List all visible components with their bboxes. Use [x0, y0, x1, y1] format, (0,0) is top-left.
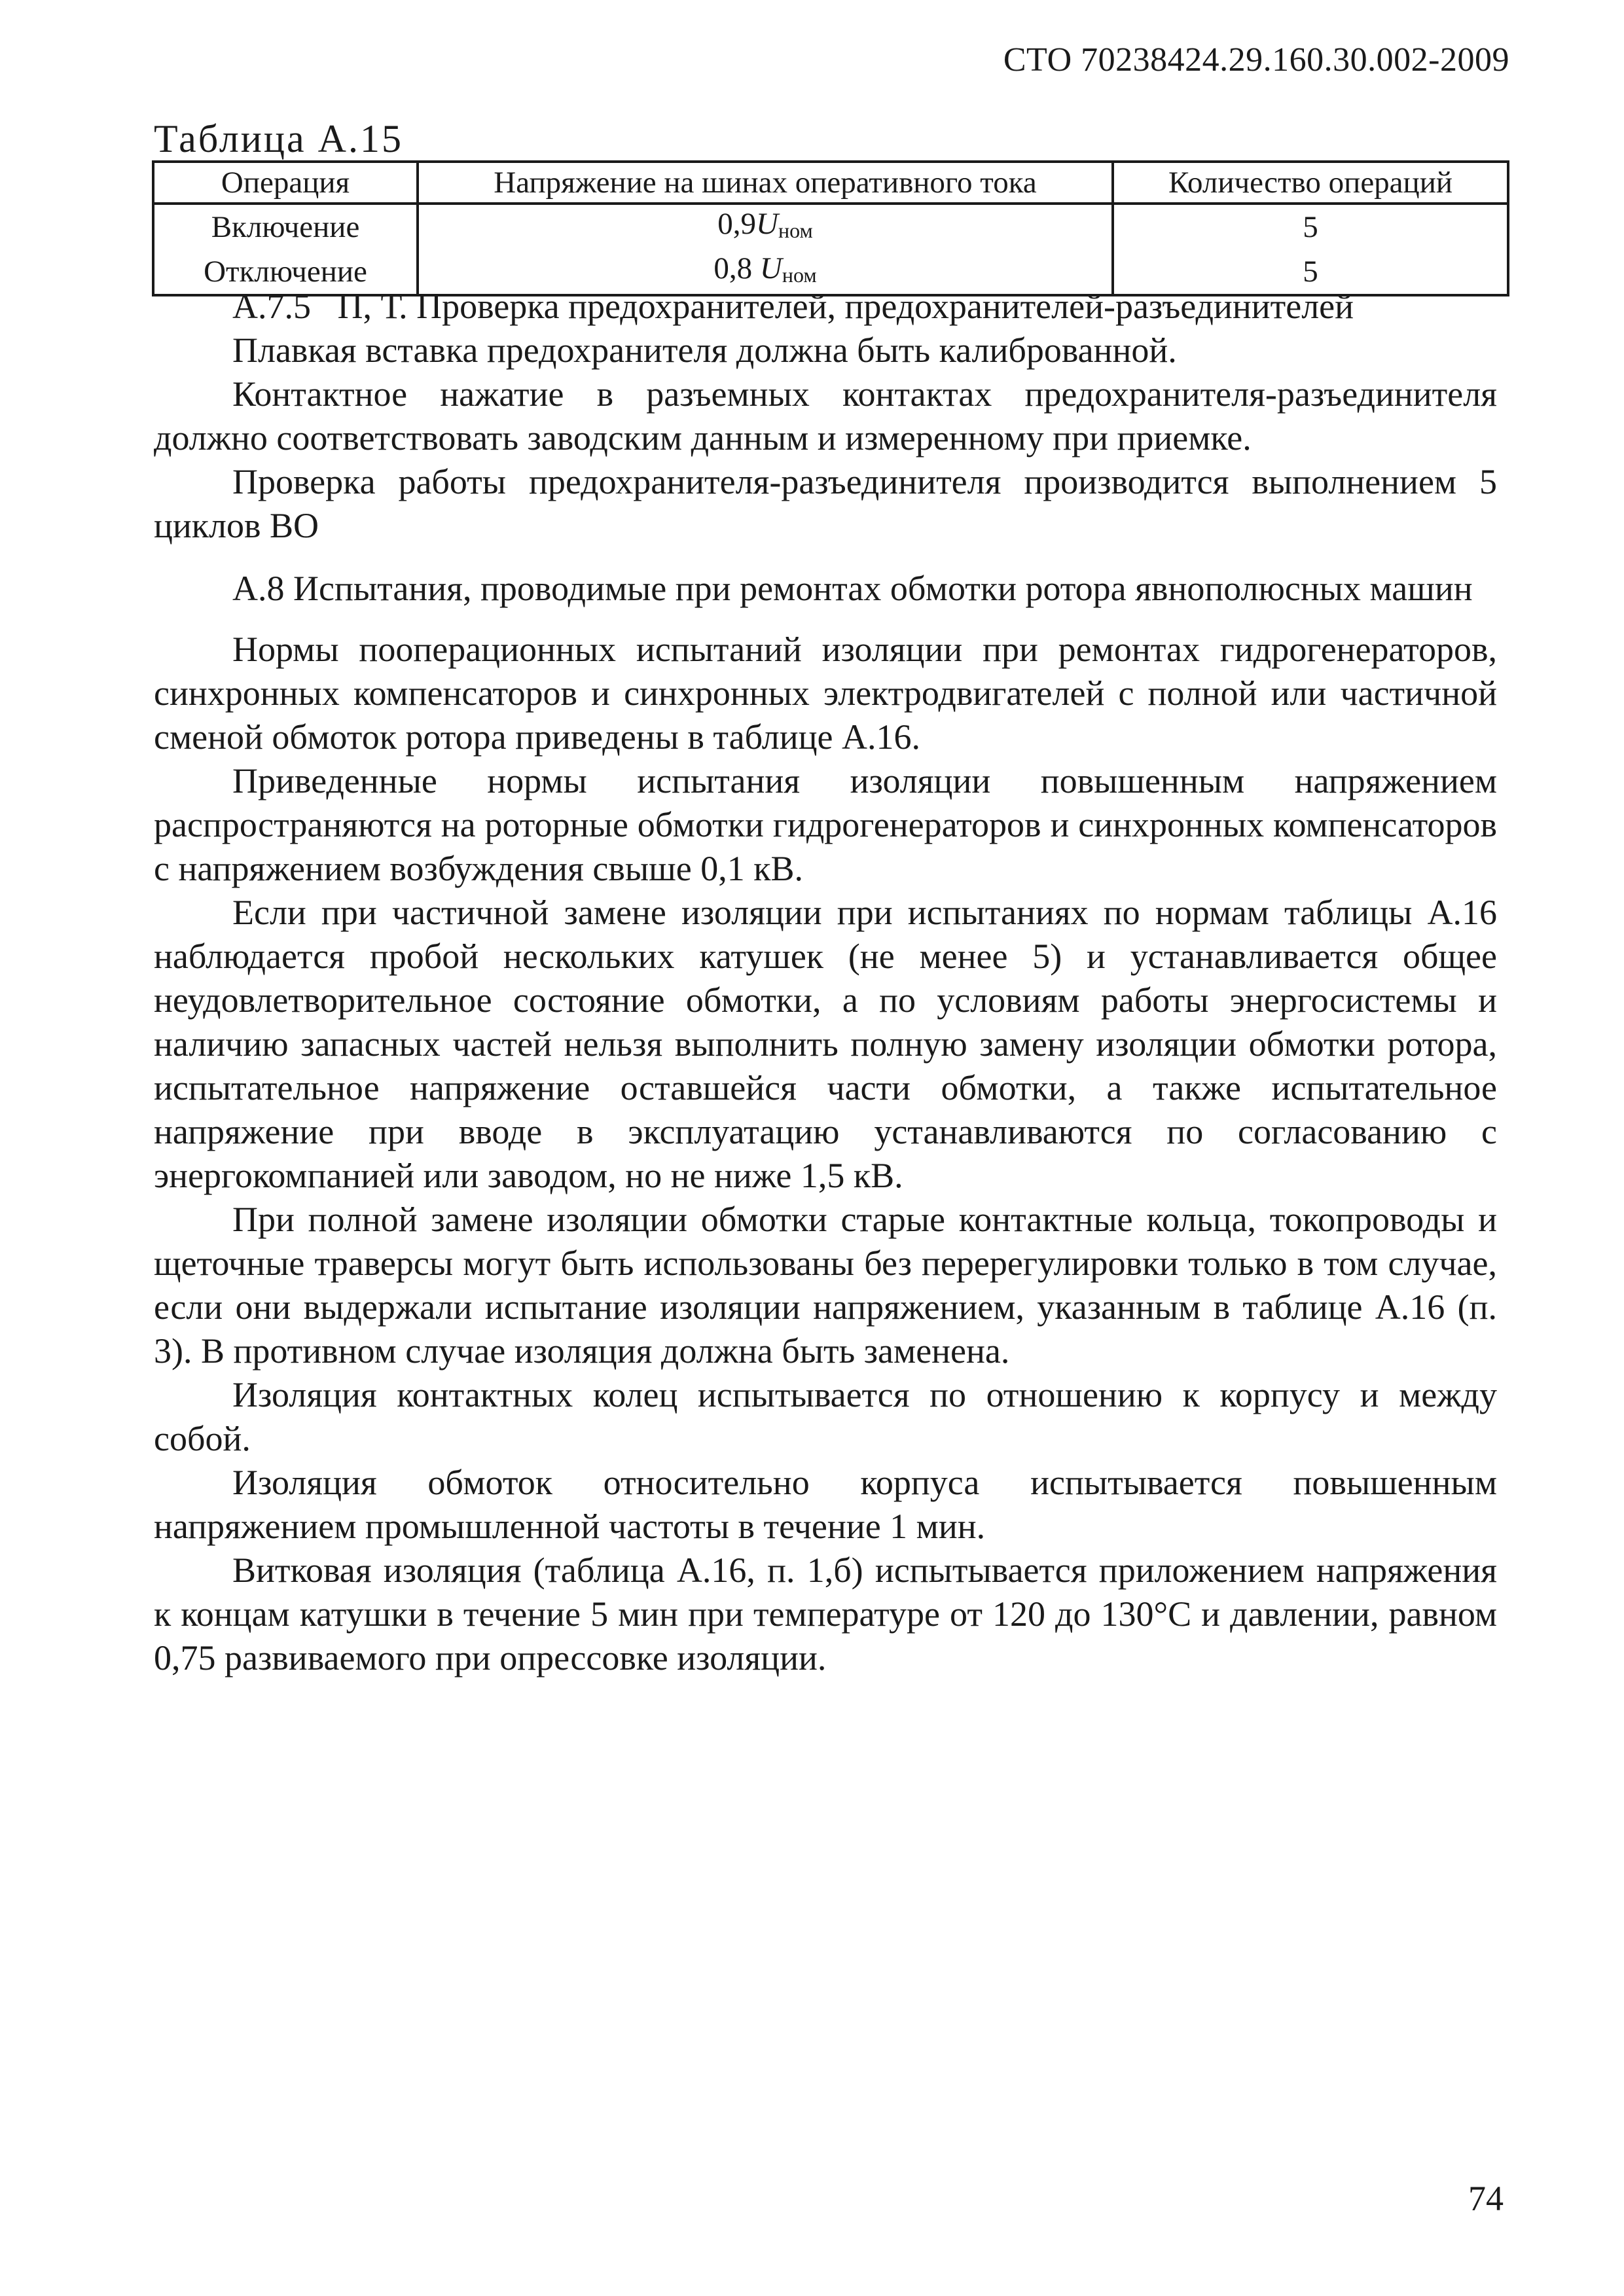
section-a8: [154, 567, 1497, 1680]
voltage-value: 0,9: [717, 207, 757, 241]
paragraph: Приведенные нормы испытания изоляции повышенным напряжением распространяются на роторные обмотки гидрогенераторов и синхронных компенсаторов с напряжением возбуждения свыше 0,1 кВ.: [154, 761, 1497, 888]
cell-voltage: [418, 204, 1113, 249]
table-caption: Таблица А.15: [154, 117, 403, 160]
cell-count: 5: [1113, 249, 1508, 295]
page-number: 74: [1468, 2179, 1504, 2218]
voltage-subscript: ном: [778, 219, 813, 242]
header-operation: Операция: [153, 162, 418, 204]
paragraph: При полной замене изоляции обмотки старые контактные кольца, токопроводы и щеточные траверсы могут быть использованы без перерегулировки только в том случае, если они выдержали испытание изоляции напряжением, указанным в таблице А.16 (п. 3). В противном случае изоляция должна быть заменена.: [154, 1200, 1497, 1371]
table-header-row: [153, 162, 1508, 204]
section-heading-a7-5: А.7.5 П, Т. Проверка предохранителей, предохранителей-разъединителей: [232, 287, 1354, 326]
paragraph: Проверка работы предохранителя-разъединителя производится выполнением 5 циклов ВО: [154, 462, 1497, 545]
section-heading-a8: А.8 Испытания, проводимые при ремонтах обмотки ротора явнополюсных машин: [232, 569, 1473, 608]
header-voltage: Напряжение на шинах оперативного тока: [418, 162, 1113, 204]
paragraph: Витковая изоляция (таблица А.16, п. 1,б) испытывается приложением напряжения к концам катушки в течение 5 мин при температуре от 120 до 130°С и давлении, равном 0,75 развиваемого при опрессовке изоляции.: [154, 1551, 1497, 1677]
document-code: СТО 70238424.29.160.30.002-2009: [1003, 41, 1509, 79]
paragraph: Плавкая вставка предохранителя должна быть калиброванной.: [232, 331, 1177, 370]
cell-count: 5: [1113, 204, 1508, 249]
voltage-symbol: U: [756, 207, 778, 241]
voltage-value: 0,8: [713, 251, 760, 285]
paragraph: Изоляция контактных колец испытывается по отношению к корпусу и между собой.: [154, 1375, 1497, 1458]
header-count: Количество операций: [1113, 162, 1508, 204]
cell-operation: Включение: [153, 204, 418, 249]
paragraph: Если при частичной замене изоляции при испытаниях по нормам таблицы А.16 наблюдается пробой нескольких катушек (не менее 5) и устанавливается общее неудовлетворительное состояние обмотки, а по условиям работы энергосистемы и наличию запасных частей нельзя выполнить полную замену изоляции обмотки ротора, испытательное напряжение оставшейся части обмотки, а также испытательное напряжение при вводе в эксплуатацию устанавливаются по согласованию с энергокомпанией или заводом, но не ниже 1,5 кВ.: [154, 893, 1497, 1195]
operations-table: [152, 160, 1509, 296]
voltage-subscript: ном: [782, 263, 817, 287]
section-a7-5: [154, 285, 1497, 548]
paragraph: Изоляция обмоток относительно корпуса испытывается повышенным напряжением промышленной частоты в течение 1 мин.: [154, 1463, 1497, 1546]
voltage-symbol: U: [759, 251, 782, 285]
paragraph: Контактное нажатие в разъемных контактах предохранителя-разъединителя должно соответствовать заводским данным и измеренному при приемке.: [154, 374, 1497, 457]
cell-operation: Отключение: [153, 249, 418, 295]
paragraph: Нормы пооперационных испытаний изоляции при ремонтах гидрогенераторов, синхронных компенсаторов и синхронных электродвигателей с полной или частичной сменой обмоток ротора приведены в таблице А.16.: [154, 630, 1497, 757]
table-row: [153, 204, 1508, 249]
